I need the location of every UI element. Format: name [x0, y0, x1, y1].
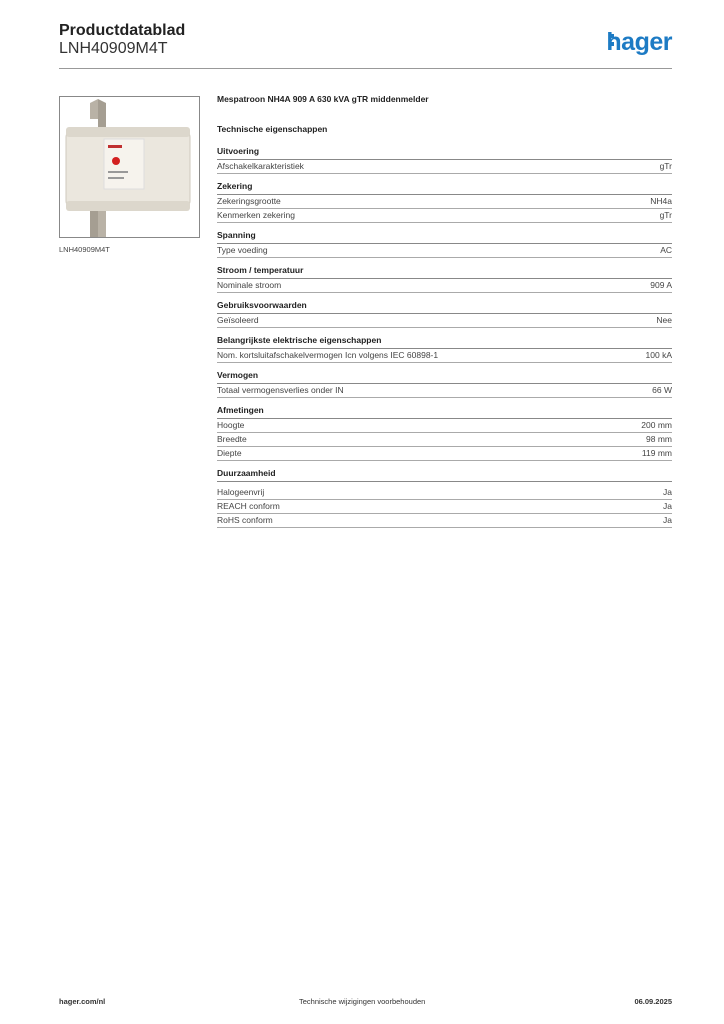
group-title: Belangrijkste elektrische eigenschappen	[217, 335, 672, 349]
spec-row	[217, 244, 672, 258]
footer-date: 06.09.2025	[634, 997, 672, 1006]
spec-label: Diepte	[217, 448, 242, 458]
group-title: Gebruiksvoorwaarden	[217, 300, 672, 314]
section-heading: Technische eigenschappen	[217, 124, 328, 134]
group-title: Spanning	[217, 230, 672, 244]
hager-logo: hager	[606, 28, 672, 56]
spec-label: Breedte	[217, 434, 247, 444]
spec-label: Nominale stroom	[217, 280, 282, 290]
spec-group-uitvoering	[217, 146, 672, 174]
group-title: Afmetingen	[217, 405, 672, 419]
spec-label: Totaal vermogensverlies onder IN	[217, 385, 344, 395]
spec-value: 98 mm	[646, 434, 672, 444]
spec-label: Zekeringsgrootte	[217, 196, 281, 206]
footer-note: Technische wijzigingen voorbehouden	[299, 997, 426, 1006]
spec-value: AC	[660, 245, 672, 255]
spec-group-gebruiksvoorwaarden	[217, 300, 672, 328]
spec-row	[217, 279, 672, 293]
spec-label: Geïsoleerd	[217, 315, 259, 325]
spec-group-stroom	[217, 265, 672, 293]
group-title: Duurzaamheid	[217, 468, 672, 482]
spec-row	[217, 209, 672, 223]
spec-group-elektrisch	[217, 335, 672, 363]
spec-group-afmetingen	[217, 405, 672, 461]
spec-group-duurzaamheid	[217, 468, 672, 528]
spec-content	[217, 94, 672, 535]
product-image	[59, 96, 200, 238]
spec-value: Nee	[656, 315, 672, 325]
spec-label: Nom. kortsluitafschakelvermogen Icn volgens IEC 60898-1	[217, 350, 439, 360]
spec-value: NH4a	[650, 196, 672, 206]
spec-value: 119 mm	[641, 448, 672, 458]
product-code: LNH40909M4T	[59, 40, 168, 57]
spec-value: 909 A	[650, 280, 672, 290]
spec-value: 100 kA	[645, 350, 672, 360]
page-title: Productdatablad	[59, 22, 186, 39]
spec-label: Kenmerken zekering	[217, 210, 295, 220]
group-title: Vermogen	[217, 370, 672, 384]
product-title: Mespatroon NH4A 909 A 630 kVA gTR middenmelder	[217, 94, 429, 104]
spec-value: 66 W	[652, 385, 672, 395]
header-divider	[59, 68, 672, 69]
spec-label: Hoogte	[217, 420, 245, 430]
group-title: Zekering	[217, 181, 672, 195]
spec-value: 200 mm	[641, 420, 672, 430]
spec-value: Ja	[663, 501, 672, 511]
spec-row	[217, 500, 672, 514]
spec-row	[217, 349, 672, 363]
spec-label: RoHS conform	[217, 515, 273, 525]
spec-group-spanning	[217, 230, 672, 258]
spec-row	[217, 314, 672, 328]
spec-value: gTr	[659, 210, 672, 220]
spec-row	[217, 514, 672, 528]
group-title: Stroom / temperatuur	[217, 265, 672, 279]
spec-row	[217, 384, 672, 398]
image-caption: LNH40909M4T	[59, 245, 110, 254]
spec-group-vermogen	[217, 370, 672, 398]
fuse-illustration-icon	[60, 97, 200, 238]
spec-value: gTr	[659, 161, 672, 171]
spec-row	[217, 419, 672, 433]
spec-label: REACH conform	[217, 501, 280, 511]
spec-row	[217, 486, 672, 500]
group-title: Uitvoering	[217, 146, 672, 160]
footer-url[interactable]: hager.com/nl	[59, 997, 106, 1006]
spec-label: Type voeding	[217, 245, 268, 255]
spec-label: Afschakelkarakteristiek	[217, 161, 304, 171]
spec-row	[217, 433, 672, 447]
spec-value: Ja	[663, 515, 672, 525]
spec-label: Halogeenvrij	[217, 487, 265, 497]
spec-row	[217, 195, 672, 209]
spec-group-zekering	[217, 181, 672, 223]
spec-row	[217, 160, 672, 174]
spec-value: Ja	[663, 487, 672, 497]
spec-row	[217, 447, 672, 461]
